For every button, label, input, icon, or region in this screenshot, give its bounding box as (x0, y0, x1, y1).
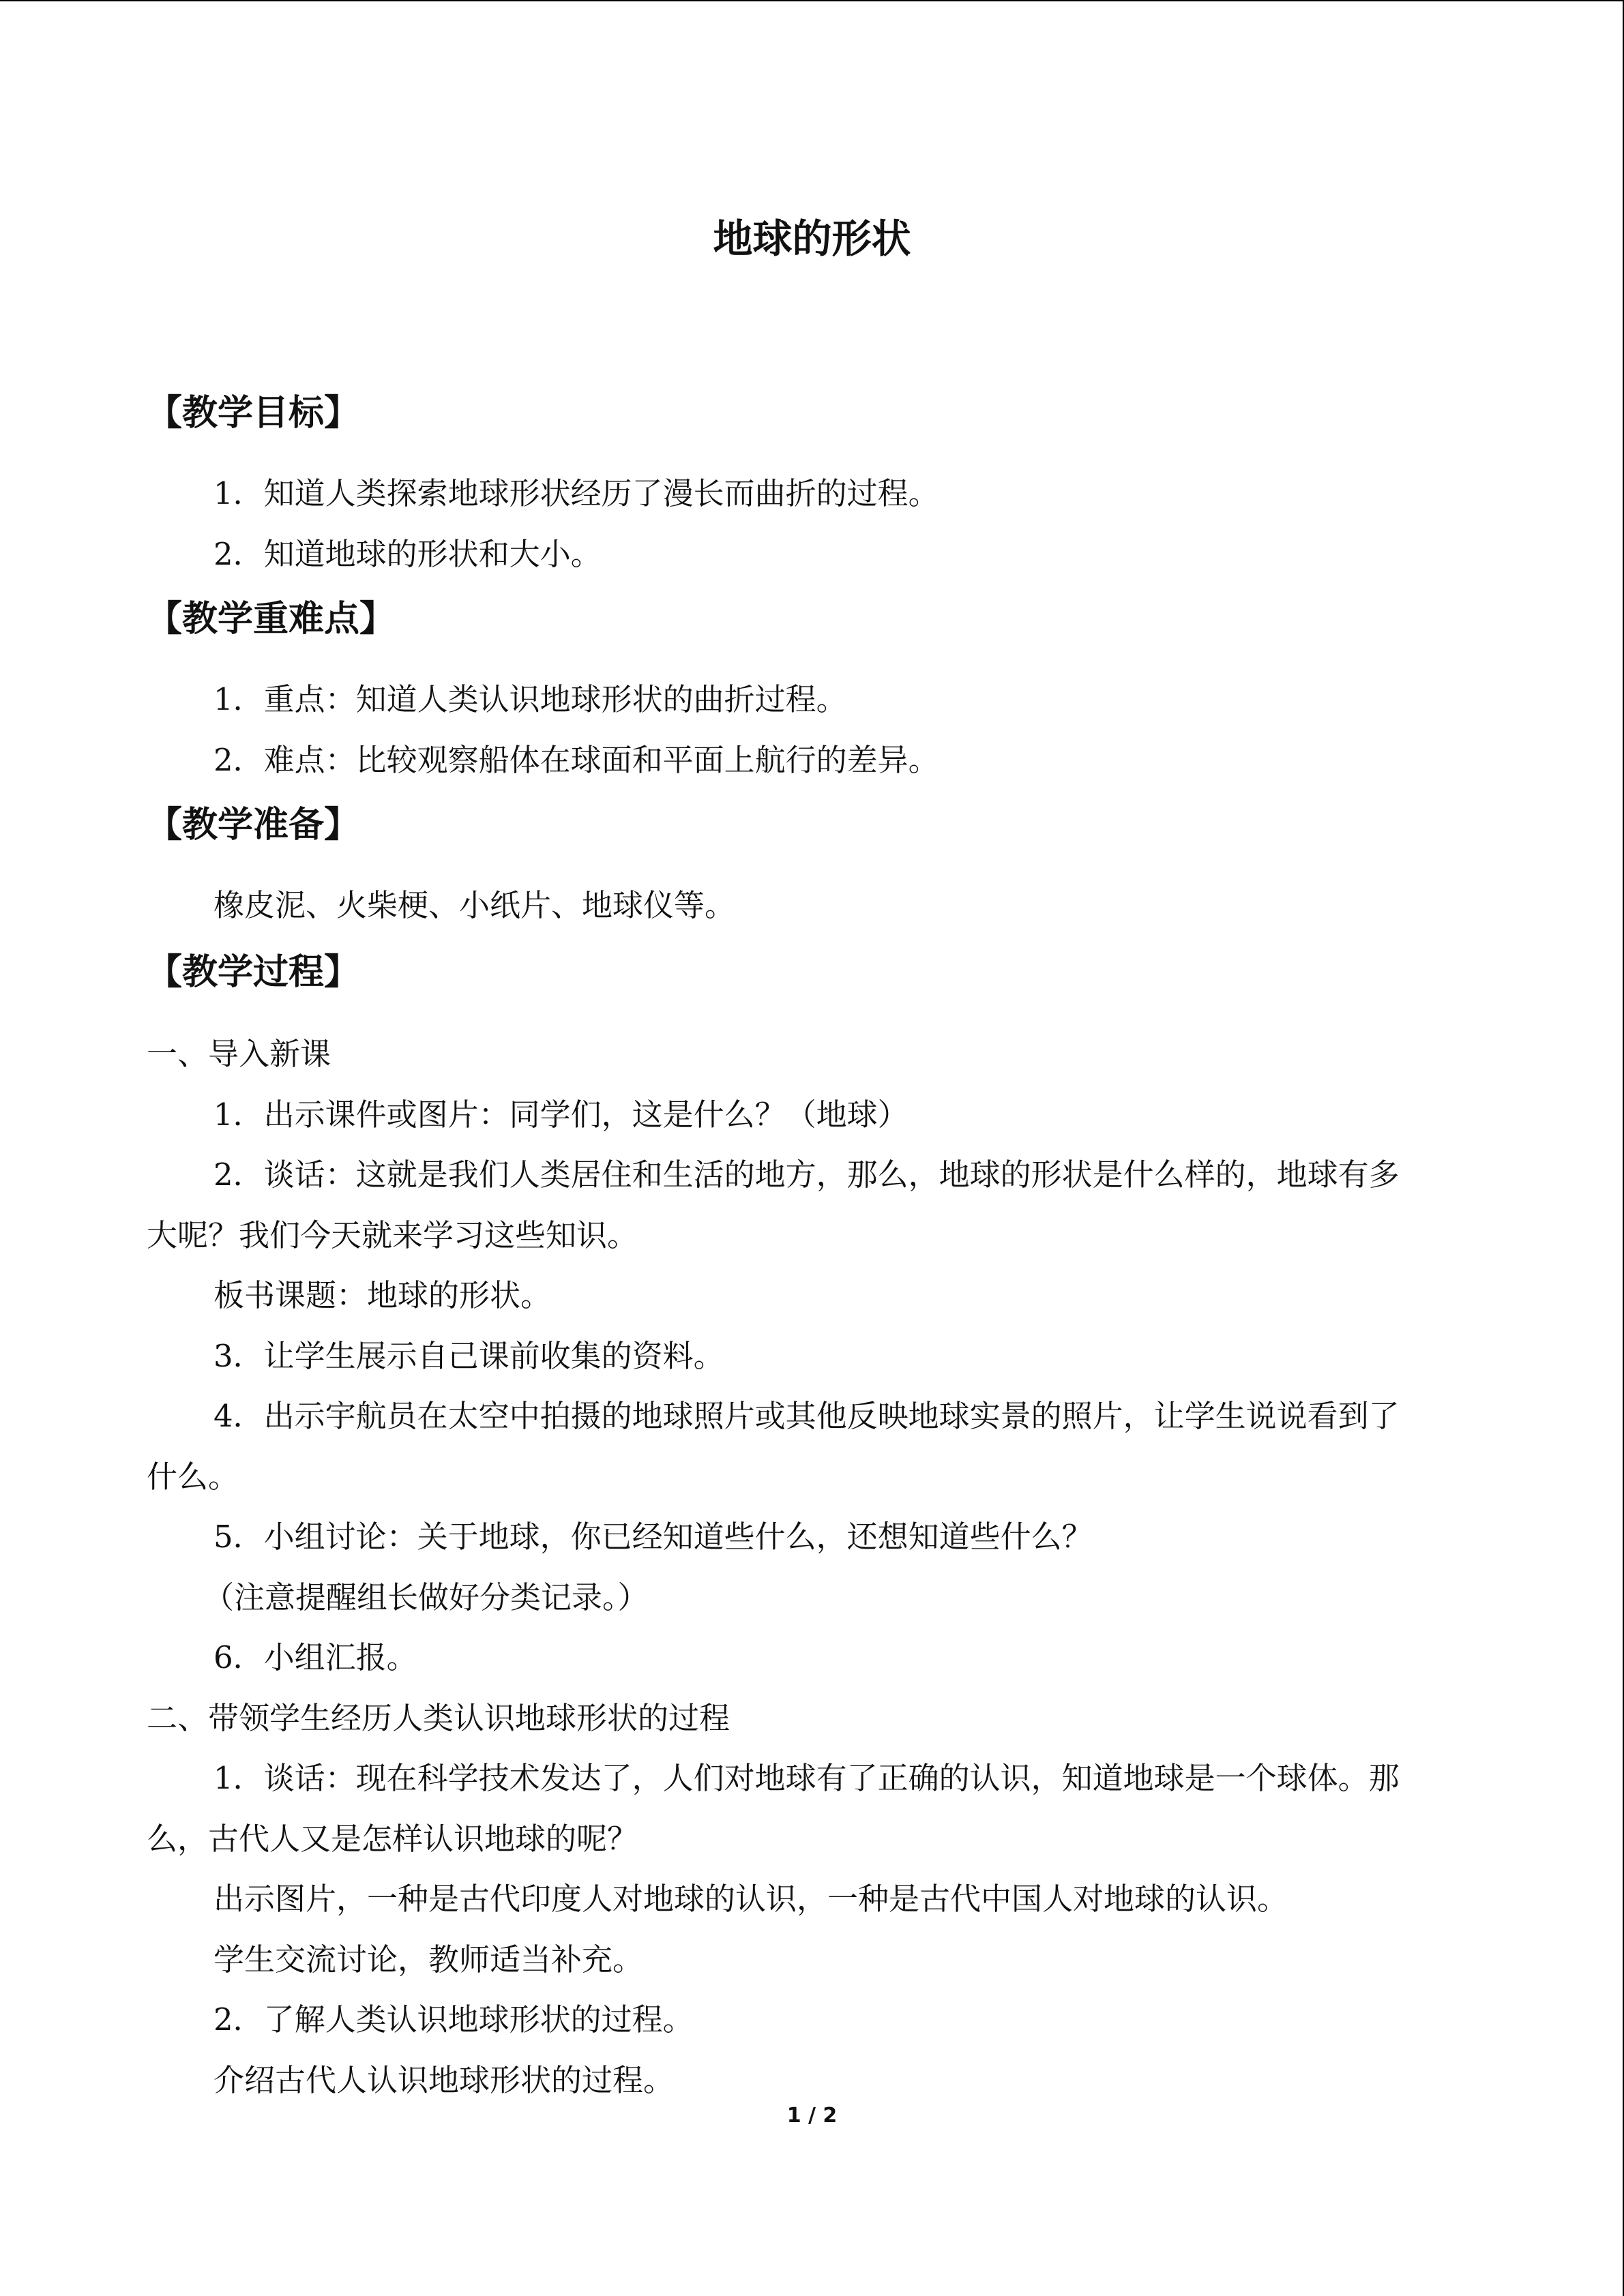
process-line: 3．让学生展示自己课前收集的资料。 (213, 1338, 724, 1374)
objective-item-1: 1．知道人类探索地球形状经历了漫长而曲折的过程。 (213, 475, 939, 511)
process-section-2-title: 二、带领学生经历人类认识地球形状的过程 (147, 1700, 730, 1736)
process-line: 学生交流讨论，教师适当补充。 (213, 1941, 644, 1978)
process-line: 5．小组讨论：关于地球，你已经知道些什么，还想知道些什么？ (213, 1519, 1093, 1555)
objective-item-2: 2．知道地球的形状和大小。 (213, 536, 602, 572)
preparation-item-1: 橡皮泥、火柴梗、小纸片、地球仪等。 (213, 887, 736, 923)
process-section-1-title: 一、导入新课 (147, 1036, 331, 1072)
process-line: 6．小组汇报。 (213, 1639, 417, 1675)
heading-preparation: 【教学准备】 (147, 805, 360, 846)
page-number: 1 / 2 (786, 2104, 838, 2128)
process-line: 1．出示课件或图片：同学们，这是什么？（地球） (213, 1097, 909, 1133)
process-line: 介绍古代人认识地球形状的过程。 (213, 2062, 675, 2098)
heading-objectives: 【教学目标】 (147, 393, 360, 434)
heading-key-points: 【教学重难点】 (147, 599, 396, 640)
process-line: 2．了解人类认识地球形状的过程。 (213, 2001, 694, 2038)
process-line: 出示图片，一种是古代印度人对地球的认识，一种是古代中国人对地球的认识。 (213, 1881, 1288, 1917)
process-line: 1．谈话：现在科学技术发达了，人们对地球有了正确的认识，知道地球是一个球体。那 (213, 1760, 1400, 1796)
process-line: 么，古代人又是怎样认识地球的呢？ (147, 1821, 638, 1857)
page-top-border (0, 0, 1624, 1)
process-line: 什么。 (147, 1459, 239, 1495)
process-line: 4．出示宇航员在太空中拍摄的地球照片或其他反映地球实景的照片，让学生说说看到了 (213, 1398, 1400, 1434)
key-point-item-1: 1．重点：知道人类认识地球形状的曲折过程。 (213, 681, 847, 717)
process-line: 大呢？我们今天就来学习这些知识。 (147, 1217, 638, 1253)
heading-process: 【教学过程】 (147, 952, 360, 993)
process-line: 板书课题：地球的形状。 (213, 1277, 552, 1313)
process-line: （注意提醒组长做好分类记录。） (203, 1579, 649, 1615)
document-title: 地球的形状 (713, 215, 911, 262)
process-line: 2．谈话：这就是我们人类居住和生活的地方，那么，地球的形状是什么样的，地球有多 (213, 1157, 1400, 1193)
key-point-item-2: 2．难点：比较观察船体在球面和平面上航行的差异。 (213, 742, 939, 778)
